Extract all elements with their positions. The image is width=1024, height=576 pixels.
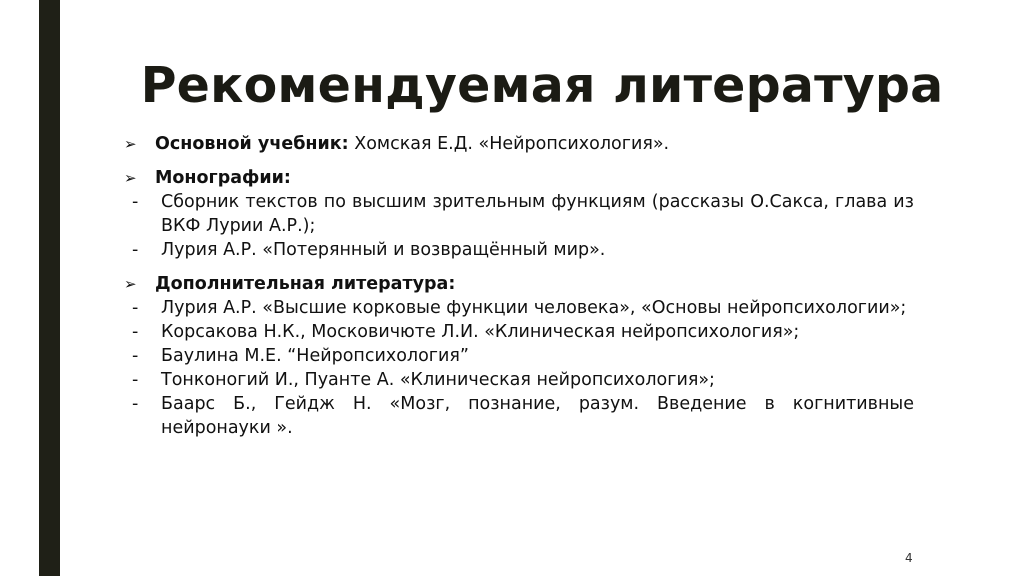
list-item-text: Тонконогий И., Пуанте А. «Клиническая нейропсихология»;	[161, 370, 715, 390]
slide-content	[124, 132, 914, 450]
list-item-text: Лурия А.Р. «Потерянный и возвращённый мир».	[161, 240, 606, 260]
additional-literature-list	[124, 296, 914, 440]
section-heading-row	[124, 166, 914, 190]
section-monographs	[124, 166, 914, 262]
section-heading: Монографии:	[155, 168, 291, 188]
list-item	[124, 344, 914, 368]
arrow-bullet-icon: ➢	[124, 169, 137, 187]
list-item	[124, 368, 914, 392]
slide-title: Рекомендуемая литература	[140, 57, 944, 114]
arrow-bullet-icon: ➢	[124, 135, 137, 153]
dash-bullet: -	[132, 394, 139, 414]
section-main-textbook	[124, 132, 914, 156]
list-item-text: Баарс Б., Гейдж Н. «Мозг, познание, разум. Введение в когнитивные нейронауки ».	[161, 394, 914, 438]
section-heading: Основной учебник:	[155, 134, 349, 154]
list-item	[124, 392, 914, 440]
section-heading-line	[155, 132, 669, 156]
dash-bullet: -	[132, 240, 139, 260]
dash-bullet: -	[132, 346, 139, 366]
list-item-text: Корсакова Н.К., Московичюте Л.И. «Клиническая нейропсихология»;	[161, 322, 800, 342]
list-item	[124, 320, 914, 344]
page-number: 4	[905, 551, 913, 565]
section-heading-row	[124, 272, 914, 296]
list-item	[124, 190, 914, 238]
arrow-bullet-icon: ➢	[124, 275, 137, 293]
list-item	[124, 238, 914, 262]
dash-bullet: -	[132, 192, 139, 212]
section-additional-literature	[124, 272, 914, 440]
section-heading-text: Хомская Е.Д. «Нейропсихология».	[348, 134, 670, 154]
list-item-text: Лурия А.Р. «Высшие корковые функции человека», «Основы нейропсихологии»;	[161, 298, 907, 318]
dash-bullet: -	[132, 322, 139, 342]
list-item-text: Сборник текстов по высшим зрительным функциям (рассказы О.Сакса, глава из ВКФ Лурии А.Р.);	[161, 192, 914, 236]
section-heading: Дополнительная литература:	[155, 274, 456, 294]
sidebar-accent-bar	[39, 0, 60, 576]
section-heading-row	[124, 132, 914, 156]
list-item-text: Баулина М.Е. “Нейропсихология”	[161, 346, 469, 366]
list-item	[124, 296, 914, 320]
monographs-list	[124, 190, 914, 262]
dash-bullet: -	[132, 370, 139, 390]
dash-bullet: -	[132, 298, 139, 318]
